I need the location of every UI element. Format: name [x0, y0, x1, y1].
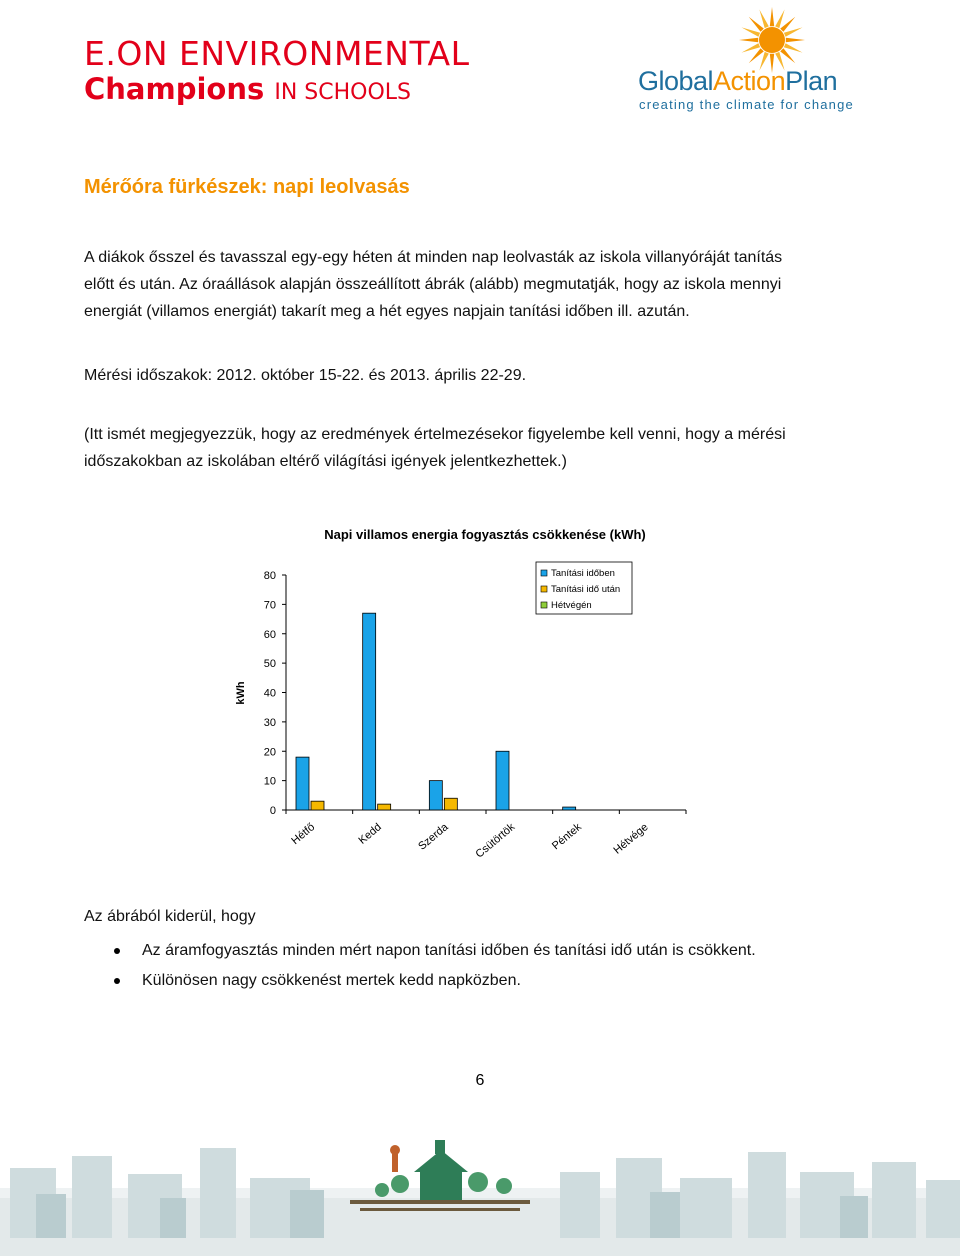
- list-item: [84, 968, 756, 998]
- sun-ray: [775, 10, 784, 29]
- sun-ray: [784, 43, 803, 52]
- y-tick-label: 60: [263, 628, 276, 641]
- bar-tanítási-időben: [296, 757, 309, 810]
- eon-champions: Champions: [84, 72, 265, 106]
- sun-ray: [749, 17, 764, 32]
- intro-line: energiát (villamos energiát) takarít meg a hét egyes napjain tanítási időben ill. azután.: [84, 303, 690, 320]
- sun-ray: [742, 27, 761, 36]
- chart-legend: [536, 562, 632, 614]
- y-tick-label: 20: [263, 746, 276, 759]
- bar-tanítási-időben: [563, 807, 576, 810]
- sun-ray: [786, 38, 805, 42]
- y-tick-label: 30: [263, 716, 276, 729]
- x-tick-label: Hétvége: [611, 821, 651, 857]
- gap-logo-name: [638, 66, 837, 97]
- sun-ray: [739, 38, 758, 42]
- x-tick-label: Csütörtök: [473, 821, 518, 860]
- bar-tanítási-időben: [363, 613, 376, 810]
- y-tick-label: 70: [263, 599, 276, 612]
- sun-ray: [780, 17, 795, 32]
- sun-ray: [749, 48, 764, 63]
- gap-name-action: Action: [713, 66, 786, 96]
- consumption-chart: [224, 520, 704, 860]
- intro-paragraph: [84, 244, 877, 325]
- sun-ray: [770, 7, 774, 26]
- x-tick-label: Péntek: [549, 821, 584, 853]
- chart-x-labels: [289, 821, 650, 860]
- intro-line: előtt és után. Az óraállások alapján összeállított ábrák (alább) megmutatják, hogy az iskola mennyi: [84, 276, 782, 293]
- page-number: 6: [475, 1072, 485, 1089]
- gap-logo-tagline: creating the climate for change: [639, 97, 854, 112]
- note-paragraph: [84, 421, 877, 475]
- eon-brand: E.ON: [84, 34, 169, 73]
- bar-tanítási-időben: [496, 751, 509, 810]
- bar-chart: [224, 520, 704, 860]
- eon-logo-line1: [84, 36, 470, 72]
- bar-tanítási-idő-után: [311, 801, 324, 810]
- y-tick-label: 80: [263, 570, 276, 582]
- intro-line: A diákok ősszel és tavasszal egy-egy héten át minden nap leolvasták az iskola villanyóráját tanítás: [84, 249, 783, 266]
- conclusion-list: [84, 938, 756, 998]
- x-tick-label: Kedd: [356, 821, 384, 847]
- chart-y-axis-label: kWh: [235, 681, 247, 705]
- note-line: (Itt ismét megjegyezzük, hogy az eredmények értelmezésekor figyelembe kell venni, hogy a mérési: [84, 426, 786, 443]
- legend-label: Hétvégén: [551, 600, 592, 611]
- gap-name-global: Global: [638, 66, 714, 96]
- sun-ray: [759, 10, 768, 29]
- legend-label: Tanítási időben: [551, 568, 615, 579]
- legend-label: Tanítási idő után: [551, 584, 621, 595]
- conclusion-intro: Az ábrából kiderül, hogy: [84, 908, 256, 925]
- sun-ray: [784, 27, 803, 36]
- x-tick-label: Hétfő: [289, 821, 318, 848]
- y-tick-label: 50: [263, 658, 276, 671]
- y-tick-label: 10: [263, 775, 276, 788]
- gap-name-plan: Plan: [785, 66, 838, 96]
- y-tick-label: 0: [269, 805, 276, 817]
- eon-environmental: ENVIRONMENTAL: [179, 34, 470, 73]
- eon-logo-line2: [84, 72, 470, 110]
- global-action-plan-logo: [636, 4, 886, 114]
- chart-bars: [296, 613, 576, 810]
- list-item-text: Az áramfogyasztás minden mért napon tanítási időben és tanítási idő után is csökkent.: [142, 942, 756, 959]
- eon-in-schools: IN SCHOOLS: [274, 80, 412, 105]
- list-item: [84, 938, 756, 968]
- legend-swatch: [541, 570, 547, 576]
- bullet-icon: [114, 948, 120, 954]
- eon-logo: [84, 36, 470, 110]
- note-line: időszakokban az iskolában eltérő világítási igények jelentkezhettek.): [84, 453, 567, 470]
- y-tick-label: 40: [263, 687, 276, 700]
- list-item-text: Különösen nagy csökkenést mertek kedd napközben.: [142, 972, 521, 989]
- x-tick-label: Szerda: [416, 821, 451, 853]
- page-title: Mérőóra fürkészek: napi leolvasás: [84, 176, 410, 198]
- measurement-periods: Mérési időszakok: 2012. október 15-22. és 2013. április 22-29.: [84, 367, 527, 384]
- bar-tanítási-idő-után: [444, 798, 457, 810]
- legend-swatch: [541, 602, 547, 608]
- chart-title: Napi villamos energia fogyasztás csökkenése (kWh): [324, 527, 646, 542]
- bar-tanítási-időben: [429, 781, 442, 810]
- legend-swatch: [541, 586, 547, 592]
- bar-tanítási-idő-után: [378, 804, 391, 810]
- sun-ray: [780, 48, 795, 63]
- sun-ray: [742, 43, 761, 52]
- footer-cityscape-illustration: [0, 1128, 960, 1256]
- bullet-icon: [114, 978, 120, 984]
